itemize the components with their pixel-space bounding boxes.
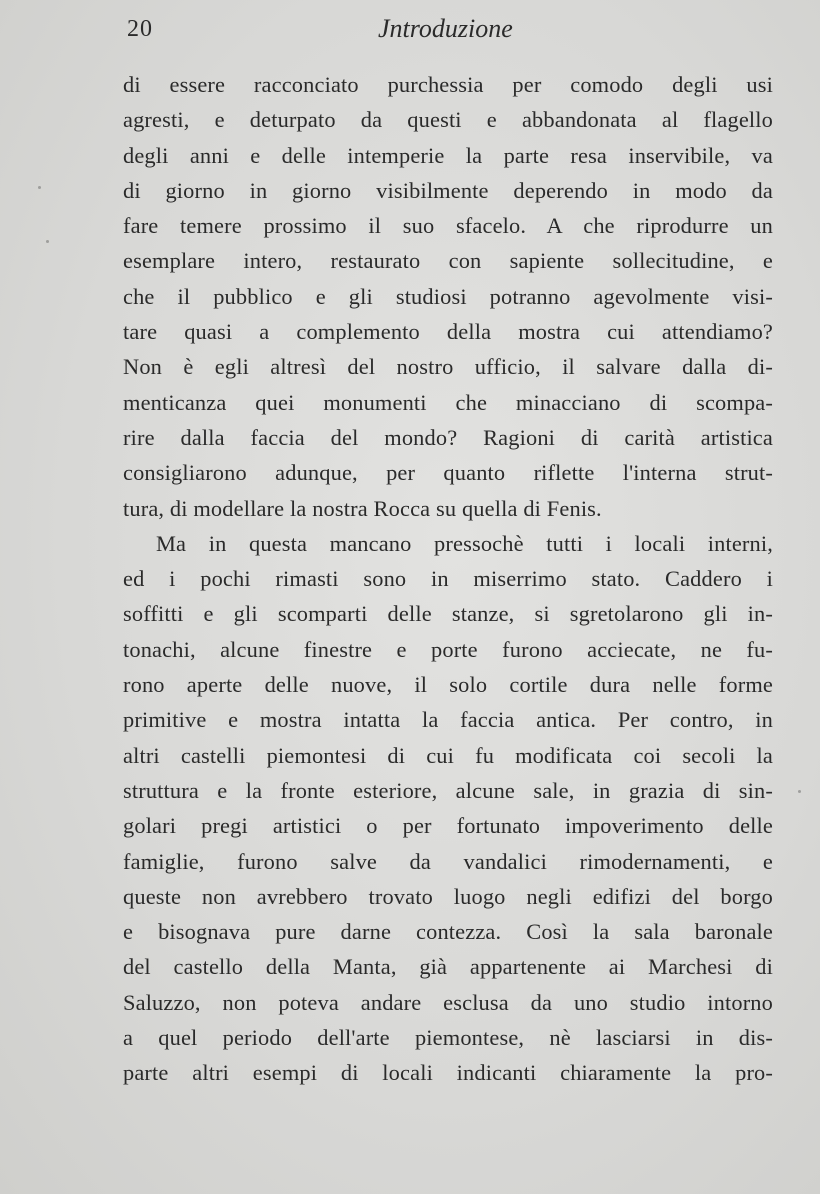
paragraph-1	[123, 67, 773, 526]
text-line: primitive e mostra intatta la faccia antica. Per contro, in	[123, 707, 773, 733]
text-line: agresti, e deturpato da questi e abbandonata al flagello	[123, 107, 773, 133]
text-line: menticanza quei monumenti che minacciano di scompa-	[123, 389, 773, 415]
text-line: queste non avrebbero trovato luogo negli edifizi del borgo	[123, 883, 773, 909]
text-line: di giorno in giorno visibilmente deperendo in modo da	[123, 177, 773, 203]
page-number: 20	[127, 16, 153, 42]
text-line: tare quasi a complemento della mostra cui attendiamo?	[123, 319, 773, 345]
text-line: soffitti e gli scomparti delle stanze, si sgretolarono gli in-	[123, 601, 773, 627]
paper-speck	[38, 186, 41, 189]
text-line: Non è egli altresì del nostro ufficio, il salvare dalla di-	[123, 354, 773, 380]
text-line: parte altri esempi di locali indicanti chiaramente la pro-	[123, 1060, 773, 1086]
text-line: altri castelli piemontesi di cui fu modificata coi secoli la	[123, 742, 773, 768]
text-line: e bisognava pure darne contezza. Così la sala baronale	[123, 919, 773, 945]
text-line: esemplare intero, restaurato con sapiente sollecitudine, e	[123, 248, 773, 274]
paragraph-2	[123, 526, 773, 1091]
text-line: tonachi, alcune finestre e porte furono acciecate, ne fu-	[123, 636, 773, 662]
body-text	[123, 67, 773, 1091]
text-line: ed i pochi rimasti sono in miserrimo stato. Caddero i	[123, 566, 773, 592]
page-header	[0, 14, 820, 48]
text-line: Saluzzo, non poteva andare esclusa da uno studio intorno	[123, 989, 773, 1015]
text-line: del castello della Manta, già appartenente ai Marchesi di	[123, 954, 773, 980]
text-line: fare temere prossimo il suo sfacelo. A che riprodurre un	[123, 213, 773, 239]
text-line: consigliarono adunque, per quanto riflette l'interna strut-	[123, 460, 773, 486]
text-line: famiglie, furono salve da vandalici rimodernamenti, e	[123, 848, 773, 874]
text-line: che il pubblico e gli studiosi potranno agevolmente visi-	[123, 283, 773, 309]
text-line: struttura e la fronte esteriore, alcune sale, in grazia di sin-	[123, 777, 773, 803]
running-head: Jntroduzione	[378, 14, 513, 43]
text-line: Ma in questa mancano pressochè tutti i locali interni,	[156, 530, 773, 556]
text-line: tura, di modellare la nostra Rocca su quella di Fenis.	[123, 495, 602, 521]
text-line: golari pregi artistici o per fortunato impoverimento delle	[123, 813, 773, 839]
text-line: rire dalla faccia del mondo? Ragioni di carità artistica	[123, 424, 773, 450]
text-line: di essere racconciato purchessia per comodo degli usi	[123, 72, 773, 97]
paper-speck	[46, 240, 49, 243]
text-line: a quel periodo dell'arte piemontese, nè lasciarsi in dis-	[123, 1025, 773, 1051]
text-line: degli anni e delle intemperie la parte resa inservibile, va	[123, 142, 773, 168]
text-line: rono aperte delle nuove, il solo cortile dura nelle forme	[123, 672, 773, 698]
paper-speck	[798, 790, 801, 793]
